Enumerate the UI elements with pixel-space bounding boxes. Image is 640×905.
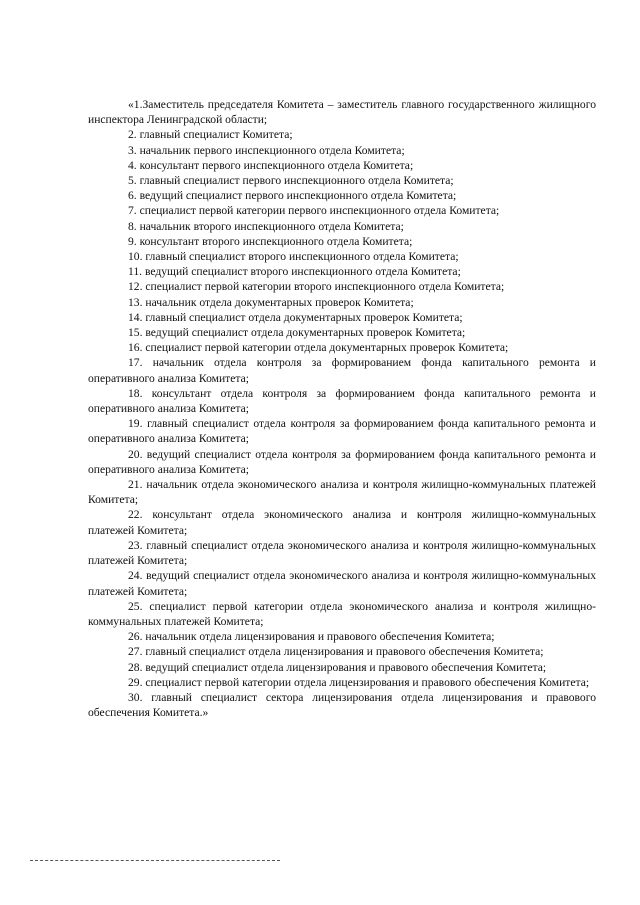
list-item: 5. главный специалист первого инспекционного отдела Комитета;	[128, 174, 454, 188]
list-item: 6. ведущий специалист первого инспекционного отдела Комитета;	[128, 189, 457, 203]
list-item: 18. консультант отдела контроля за формированием фонда капитального ремонта и оперативного анализа Комитета;	[88, 386, 596, 416]
list-item: 20. ведущий специалист отдела контроля за формированием фонда капитального ремонта и оперативного анализа Комитета;	[88, 447, 596, 476]
list-item: 28. ведущий специалист отдела лицензирования и правового обеспечения Комитета;	[128, 660, 547, 674]
document-body	[88, 97, 596, 720]
list-item: 26. начальник отдела лицензирования и правового обеспечения Комитета;	[128, 630, 495, 644]
list-item: «1.Заместитель председателя Комитета – заместитель главного государственного жилищного инспектора Ленинградской области;	[88, 98, 596, 127]
list-item: 15. ведущий специалист отдела документарных проверок Комитета;	[128, 326, 466, 340]
list-item: 23. главный специалист отдела экономического анализа и контроля жилищно-коммунальных платежей Комитета;	[88, 538, 596, 568]
list-item: 22. консультант отдела экономического анализа и контроля жилищно-коммунальных платежей Комитета;	[88, 508, 596, 537]
footer-divider	[30, 860, 280, 861]
list-item: 25. специалист первой категории отдела экономического анализа и контроля жилищно-коммунальных платежей Комитета;	[88, 599, 596, 628]
list-item: 24. ведущий специалист отдела экономического анализа и контроля жилищно-коммунальных платежей Комитета;	[88, 569, 596, 598]
list-item: 19. главный специалист отдела контроля за формированием фонда капитального ремонта и оперативного анализа Комитета;	[88, 417, 596, 446]
list-item: 12. специалист первой категории второго инспекционного отдела Комитета;	[128, 280, 505, 294]
list-item: 16. специалист первой категории отдела документарных проверок Комитета;	[128, 341, 509, 355]
list-item: 3. начальник первого инспекционного отдела Комитета;	[128, 143, 405, 157]
list-item: 2. главный специалист Комитета;	[128, 128, 293, 142]
list-item: 4. консультант первого инспекционного отдела Комитета;	[128, 158, 414, 172]
list-item: 21. начальник отдела экономического анализа и контроля жилищно-коммунальных платежей Комитета;	[88, 478, 596, 507]
list-item: 10. главный специалист второго инспекционного отдела Комитета;	[128, 250, 459, 264]
list-item: 29. специалист первой категории отдела лицензирования и правового обеспечения Комитета;	[128, 675, 590, 689]
list-item: 9. консультант второго инспекционного отдела Комитета;	[128, 234, 413, 248]
list-item: 8. начальник второго инспекционного отдела Комитета;	[128, 219, 404, 233]
list-item: 13. начальник отдела документарных проверок Комитета;	[128, 295, 414, 309]
list-item: 14. главный специалист отдела документарных проверок Комитета;	[128, 310, 463, 324]
list-item: 30. главный специалист сектора лицензирования отдела лицензирования и правового обеспечения Комитета.»	[88, 690, 596, 720]
list-item: 17. начальник отдела контроля за формированием фонда капитального ремонта и оперативного анализа Комитета;	[88, 356, 596, 385]
list-item: 7. специалист первой категории первого инспекционного отдела Комитета;	[128, 204, 500, 218]
list-item: 11. ведущий специалист второго инспекционного отдела Комитета;	[128, 265, 461, 279]
list-item: 27. главный специалист отдела лицензирования и правового обеспечения Комитета;	[128, 645, 544, 659]
